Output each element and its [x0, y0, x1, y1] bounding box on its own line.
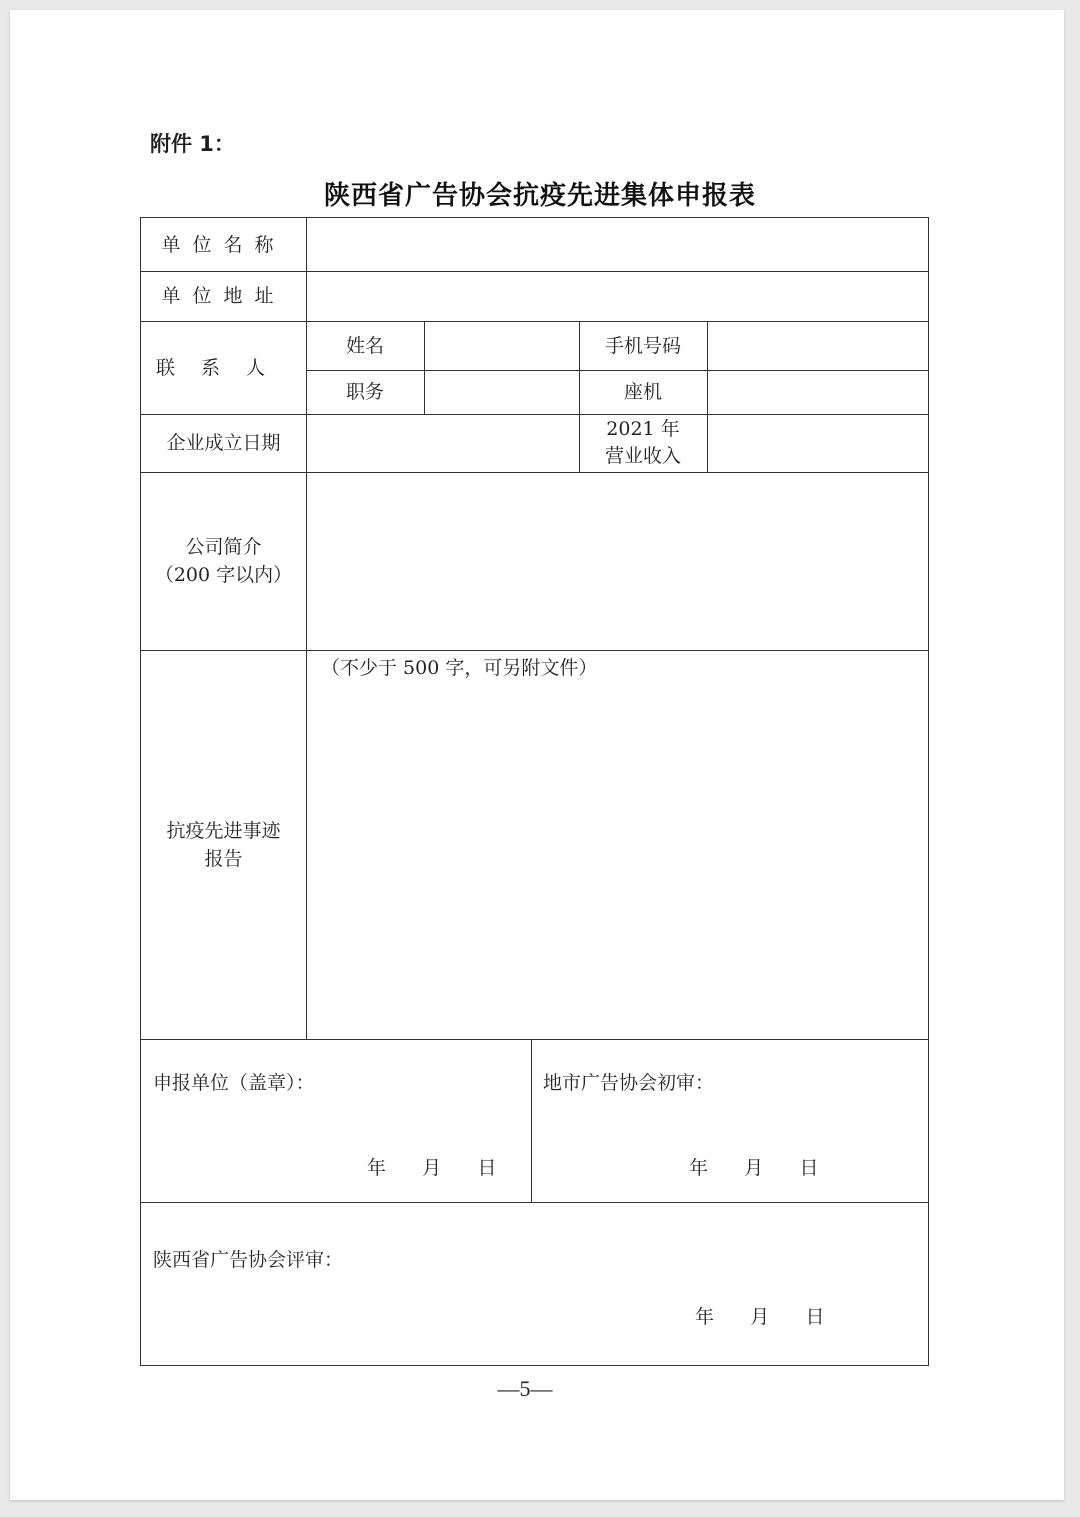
position-label: 职务 — [345, 381, 384, 403]
page-title: 陕西省广告协会抗疫先进集体申报表 — [323, 181, 756, 211]
revenue-field[interactable] — [708, 415, 927, 472]
mobile-label: 手机号码 — [604, 334, 681, 357]
report-label — [141, 650, 306, 1039]
applicant-seal-field[interactable] — [141, 1040, 531, 1202]
report-hint: （不少于 500 字，可另附文件） — [321, 657, 598, 679]
mobile-field[interactable] — [708, 322, 927, 370]
report-label-line1: 抗疫先进事迹 — [166, 819, 281, 842]
revenue-label-text: 营业收入 — [604, 445, 681, 467]
report-label-line2: 报告 — [204, 847, 243, 870]
revenue-label-year: 2021 年 — [606, 418, 680, 440]
province-review-field[interactable] — [141, 1203, 928, 1365]
province-review-date: 年 月 日 — [695, 1306, 825, 1328]
province-review-label: 陕西省广告协会评审： — [153, 1249, 344, 1271]
landline-field[interactable] — [708, 371, 927, 414]
unit-address-label: 单位地址 — [161, 285, 286, 307]
applicant-date: 年 月 日 — [367, 1157, 497, 1179]
landline-label: 座机 — [623, 381, 662, 403]
revenue-label — [579, 414, 707, 472]
company-intro-label — [141, 472, 306, 650]
company-intro-limit: （200 字以内） — [154, 564, 293, 586]
contact-person-label: 联系人 — [155, 356, 291, 379]
unit-name-field[interactable] — [307, 218, 927, 271]
report-field[interactable] — [307, 651, 927, 1039]
unit-address-field[interactable] — [307, 272, 927, 321]
attachment-label: 附件 1： — [150, 132, 235, 156]
contact-name-label: 姓名 — [345, 334, 384, 357]
city-review-label: 地市广告协会初审： — [543, 1072, 715, 1094]
applicant-seal-label: 申报单位（盖章）： — [153, 1072, 315, 1094]
founded-date-field[interactable] — [307, 415, 579, 472]
company-intro-title: 公司简介 — [185, 536, 262, 558]
contact-name-field[interactable] — [425, 322, 579, 370]
unit-name-label: 单位名称 — [161, 233, 286, 256]
founded-date-label: 企业成立日期 — [166, 432, 281, 454]
city-review-field[interactable] — [532, 1040, 928, 1202]
city-review-date: 年 月 日 — [689, 1157, 819, 1179]
page-number: —5— — [497, 1376, 553, 1401]
position-field[interactable] — [425, 371, 579, 414]
application-form-table — [140, 217, 929, 1366]
company-intro-field[interactable] — [307, 473, 927, 650]
